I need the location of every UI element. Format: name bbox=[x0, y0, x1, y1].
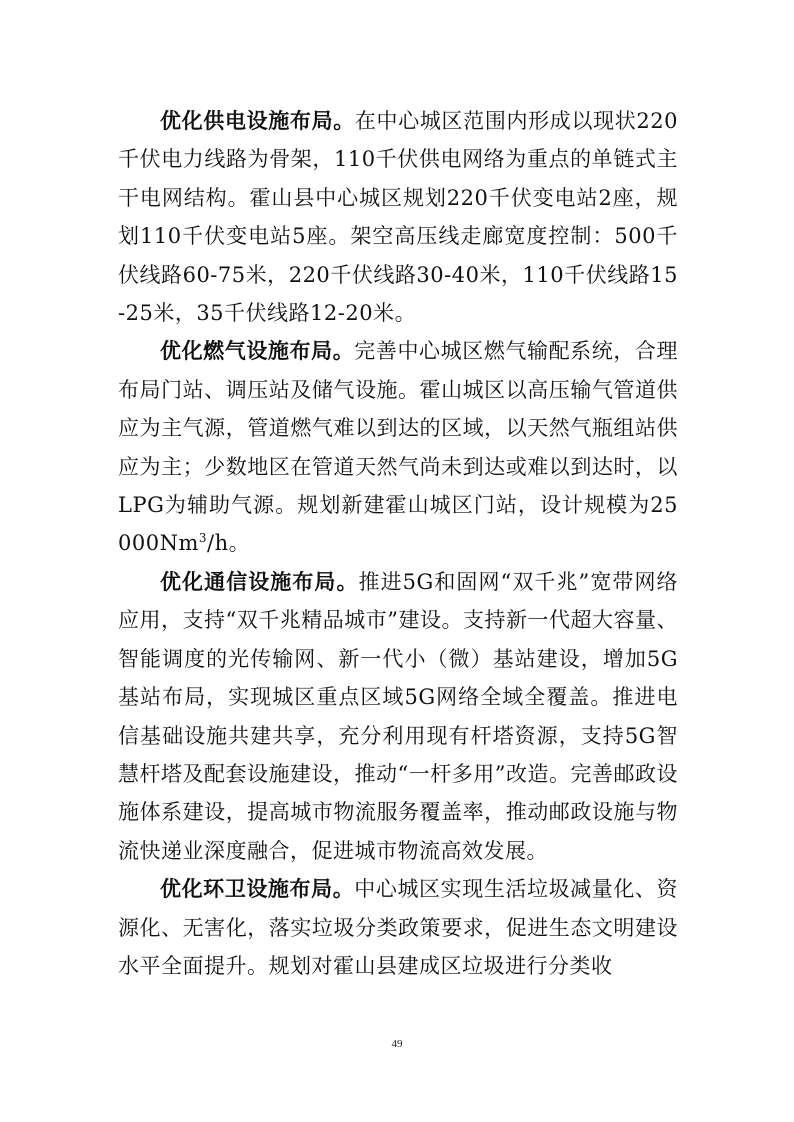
page-number: 49 bbox=[391, 1038, 403, 1050]
paragraph-heading: 优化供电设施布局。 bbox=[160, 108, 355, 133]
paragraph-heading: 优化环卫设施布局。 bbox=[160, 876, 355, 902]
paragraph-sanitation bbox=[118, 870, 678, 985]
paragraph-gas-supply bbox=[118, 332, 678, 562]
paragraph-text-tail: /h。 bbox=[207, 531, 251, 556]
document-body bbox=[118, 102, 678, 985]
paragraph-heading: 优化通信设施布局。 bbox=[160, 568, 359, 594]
paragraph-text: 完善中心城区燃气输配系统，合理布局门站、调压站及储气设施。霍山城区以高压输气管道供应为主气源，管道燃气难以到达的区域，以天然气瓶组站供应为主；少数地区在管道天然气尚未到达或难以到达时，以LPG为辅助气源。规划新建霍山城区门站，设计规模为25000Nm bbox=[118, 339, 679, 556]
superscript: 3 bbox=[198, 531, 208, 546]
paragraph-text: 推进5G和固网“双千兆”宽带网络应用，支持“双千兆精品城市”建设。支持新一代超大容量、智能调度的光传输网、新一代小（微）基站建设，增加5G基站布局，实现城区重点区域5G网络全域全覆盖。推进电信基础设施共建共享，充分利用现有杆塔资源，支持5G智慧杆塔及配套设施建设，推动“一杆多用”改造。完善邮政设施体系建设，提高城市物流服务覆盖率，推动邮政设施与物流快递业深度融合，促进城市物流高效发展。 bbox=[118, 569, 679, 863]
paragraph-text: 在中心城区范围内形成以现状220千伏电力线路为骨架，110千伏供电网络为重点的单链式主干电网结构。霍山县中心城区规划220千伏变电站2座，规划110千伏变电站5座。架空高压线走廊宽度控制：500千伏线路60-75米，220千伏线路30-40米，110千伏线路15-25米，35千伏线路12-20米。 bbox=[118, 109, 679, 326]
paragraph-power-supply bbox=[118, 102, 678, 332]
paragraph-heading: 优化燃气设施布局。 bbox=[160, 338, 355, 364]
paragraph-text: 中心城区实现生活垃圾减量化、资源化、无害化，落实垃圾分类政策要求，促进生态文明建设水平全面提升。规划对霍山县建成区垃圾进行分类收 bbox=[118, 877, 679, 978]
paragraph-communication bbox=[118, 563, 678, 870]
